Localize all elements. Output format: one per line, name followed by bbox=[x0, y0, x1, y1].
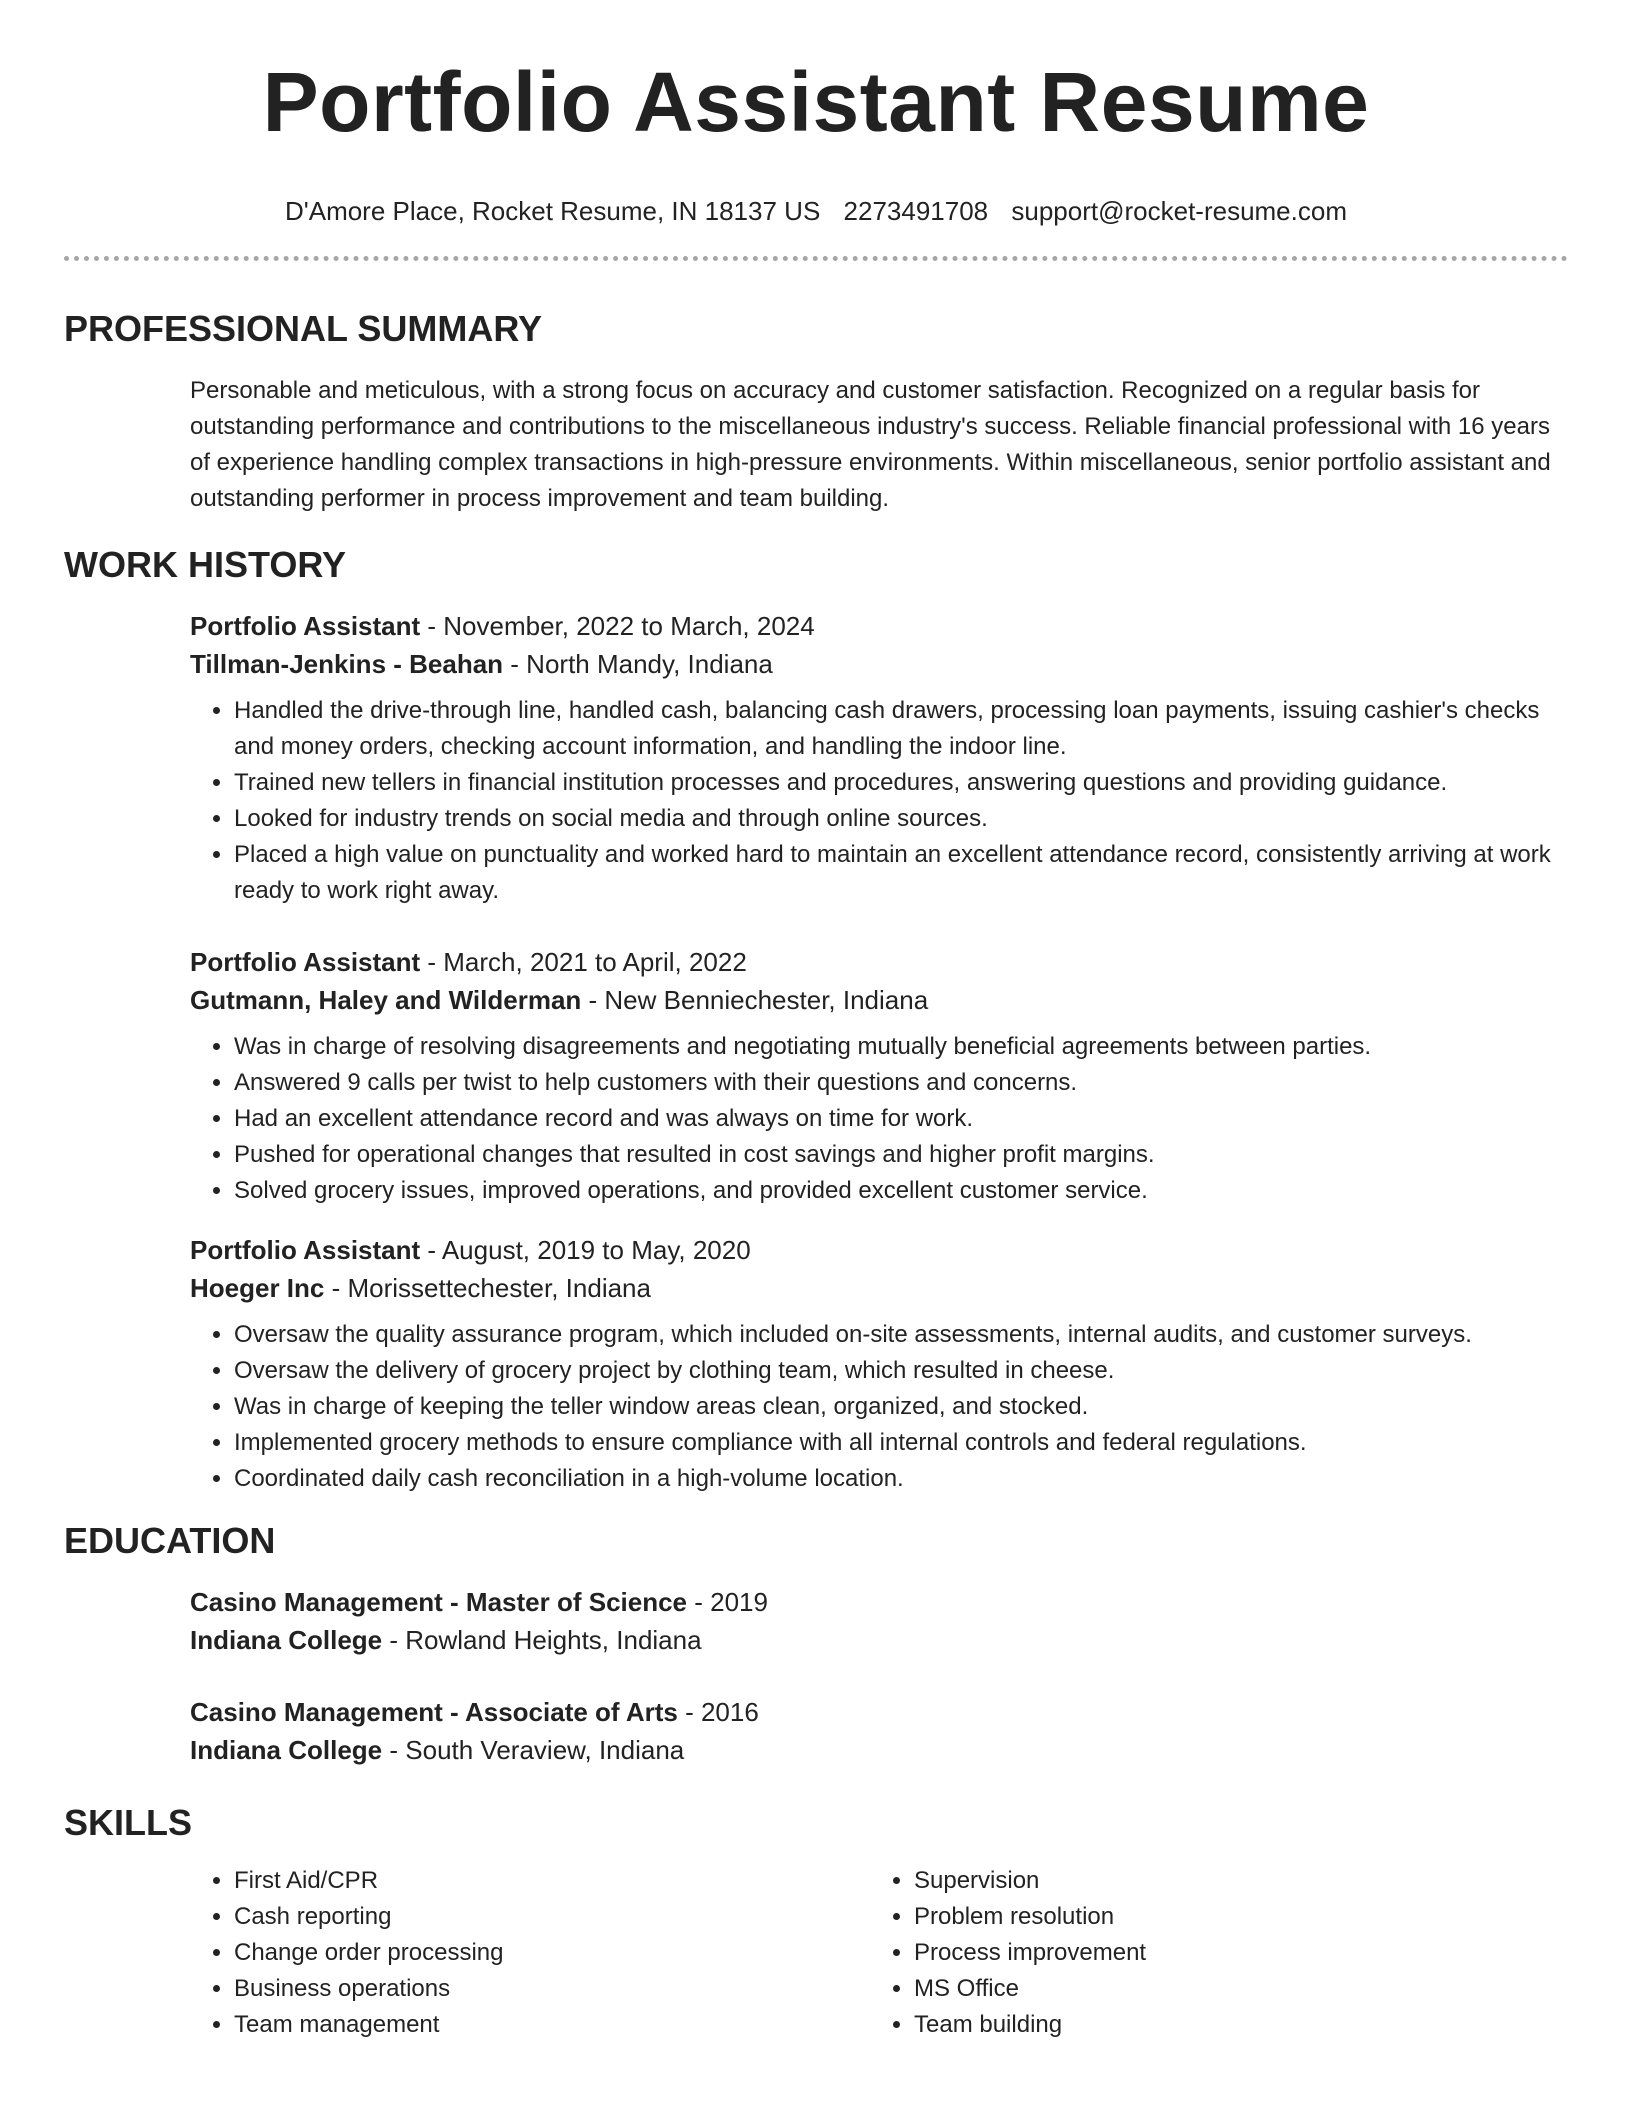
skills-column-right bbox=[870, 1863, 1550, 2043]
job-bullet: • Answered 9 calls per twist to help customers with their questions and concerns. bbox=[234, 1065, 1568, 1101]
job-bullet: • Solved grocery issues, improved operations, and provided excellent customer service. bbox=[234, 1173, 1568, 1209]
header-divider bbox=[64, 256, 1568, 261]
education-year: - 2019 bbox=[687, 1587, 768, 1617]
education-school-line bbox=[190, 1621, 1568, 1659]
job-company-line bbox=[190, 645, 1568, 683]
skill-item: • Cash reporting bbox=[234, 1899, 870, 1935]
job-dates: - August, 2019 to May, 2020 bbox=[420, 1235, 751, 1265]
skill-item: • Supervision bbox=[914, 1863, 1550, 1899]
skill-item: • Business operations bbox=[234, 1971, 870, 2007]
job-bullet: • Oversaw the quality assurance program, which included on-site assessments, internal audits, and customer surveys. bbox=[234, 1317, 1568, 1353]
job-bullet: • Placed a high value on punctuality and worked hard to maintain an excellent attendance record, consistently arriving at work ready to work right away. bbox=[234, 837, 1568, 909]
job-location: - New Benniechester, Indiana bbox=[581, 985, 929, 1015]
skills-grid bbox=[190, 1863, 1568, 2043]
contact-line bbox=[64, 194, 1568, 228]
skill-item: • MS Office bbox=[914, 1971, 1550, 2007]
contact-address: D'Amore Place, Rocket Resume, IN 18137 US bbox=[284, 196, 821, 226]
job-entry bbox=[190, 607, 1568, 909]
job-bullet: • Trained new tellers in financial institution processes and procedures, answering questions and providing guidance. bbox=[234, 765, 1568, 801]
job-dates: - November, 2022 to March, 2024 bbox=[420, 611, 815, 641]
job-company-line bbox=[190, 1269, 1568, 1307]
skills-list bbox=[190, 1863, 870, 2043]
education-school: Indiana College bbox=[190, 1625, 383, 1655]
job-bullets bbox=[190, 1317, 1568, 1497]
contact-phone: 2273491708 bbox=[843, 196, 989, 226]
education-school-line bbox=[190, 1731, 1568, 1769]
job-company: Gutmann, Haley and Wilderman bbox=[190, 985, 582, 1015]
education-year: - 2016 bbox=[677, 1697, 759, 1727]
job-title-line bbox=[190, 607, 1568, 645]
skill-item: • Problem resolution bbox=[914, 1899, 1550, 1935]
job-company-line bbox=[190, 981, 1568, 1019]
job-bullet: • Was in charge of keeping the teller window areas clean, organized, and stocked. bbox=[234, 1389, 1568, 1425]
job-title: Portfolio Assistant bbox=[190, 947, 421, 977]
skill-item: • Process improvement bbox=[914, 1935, 1550, 1971]
education-location: - Rowland Heights, Indiana bbox=[382, 1625, 702, 1655]
summary-text: Personable and meticulous, with a strong focus on accuracy and customer satisfaction. Recognized on a regular basis for outstanding performance and contributions to the miscellaneous industry's success. Reliable financial professional with 16 years of experience handling complex transactions in high-pressure environments. Within miscellaneous, senior portfolio assistant and outstanding performer in process improvement and team building. bbox=[190, 377, 1551, 512]
skill-item: • First Aid/CPR bbox=[234, 1863, 870, 1899]
skills-list bbox=[870, 1863, 1550, 2043]
skills-heading: SKILLS bbox=[64, 1802, 193, 1843]
job-bullet: • Oversaw the delivery of grocery project by clothing team, which resulted in cheese. bbox=[234, 1353, 1568, 1389]
job-entry bbox=[190, 943, 1568, 1209]
summary-heading: PROFESSIONAL SUMMARY bbox=[64, 308, 543, 349]
job-dates: - March, 2021 to April, 2022 bbox=[420, 947, 747, 977]
education-degree-line bbox=[190, 1583, 1568, 1621]
job-bullets bbox=[190, 1029, 1568, 1209]
education-degree: Casino Management - Associate of Arts bbox=[190, 1697, 678, 1727]
job-title: Portfolio Assistant bbox=[190, 611, 421, 641]
job-bullet: • Implemented grocery methods to ensure compliance with all internal controls and federal regulations. bbox=[234, 1425, 1568, 1461]
education-degree-line bbox=[190, 1693, 1568, 1731]
education-school: Indiana College bbox=[190, 1735, 383, 1765]
job-bullet: • Was in charge of resolving disagreements and negotiating mutually beneficial agreements between parties. bbox=[234, 1029, 1568, 1065]
contact-email: support@rocket-resume.com bbox=[1011, 196, 1347, 226]
job-title-line bbox=[190, 1231, 1568, 1269]
skills-column-left bbox=[190, 1863, 870, 2043]
job-location: - North Mandy, Indiana bbox=[503, 649, 773, 679]
job-bullets bbox=[190, 693, 1568, 909]
work-history-heading: WORK HISTORY bbox=[64, 544, 347, 585]
education-degree: Casino Management - Master of Science bbox=[190, 1587, 688, 1617]
job-bullet: • Coordinated daily cash reconciliation in a high-volume location. bbox=[234, 1461, 1568, 1497]
job-location: - Morissettechester, Indiana bbox=[324, 1273, 651, 1303]
job-entry bbox=[190, 1231, 1568, 1497]
job-bullet: • Pushed for operational changes that resulted in cost savings and higher profit margins. bbox=[234, 1137, 1568, 1173]
education-entry bbox=[190, 1583, 1568, 1659]
job-title-line bbox=[190, 943, 1568, 981]
job-company: Hoeger Inc bbox=[190, 1273, 325, 1303]
resume-title: Portfolio Assistant Resume bbox=[262, 55, 1370, 149]
education-heading: EDUCATION bbox=[64, 1520, 276, 1561]
job-bullet: • Looked for industry trends on social media and through online sources. bbox=[234, 801, 1568, 837]
job-bullet: • Handled the drive-through line, handled cash, balancing cash drawers, processing loan payments, issuing cashier's checks and money orders, checking account information, and handling the indoor line. bbox=[234, 693, 1568, 765]
skill-item: • Change order processing bbox=[234, 1935, 870, 1971]
job-title: Portfolio Assistant bbox=[190, 1235, 421, 1265]
education-entry bbox=[190, 1693, 1568, 1769]
education-location: - South Veraview, Indiana bbox=[382, 1735, 685, 1765]
skill-item: • Team building bbox=[914, 2007, 1550, 2043]
job-bullet: • Had an excellent attendance record and was always on time for work. bbox=[234, 1101, 1568, 1137]
skill-item: • Team management bbox=[234, 2007, 870, 2043]
job-company: Tillman-Jenkins - Beahan bbox=[190, 649, 504, 679]
